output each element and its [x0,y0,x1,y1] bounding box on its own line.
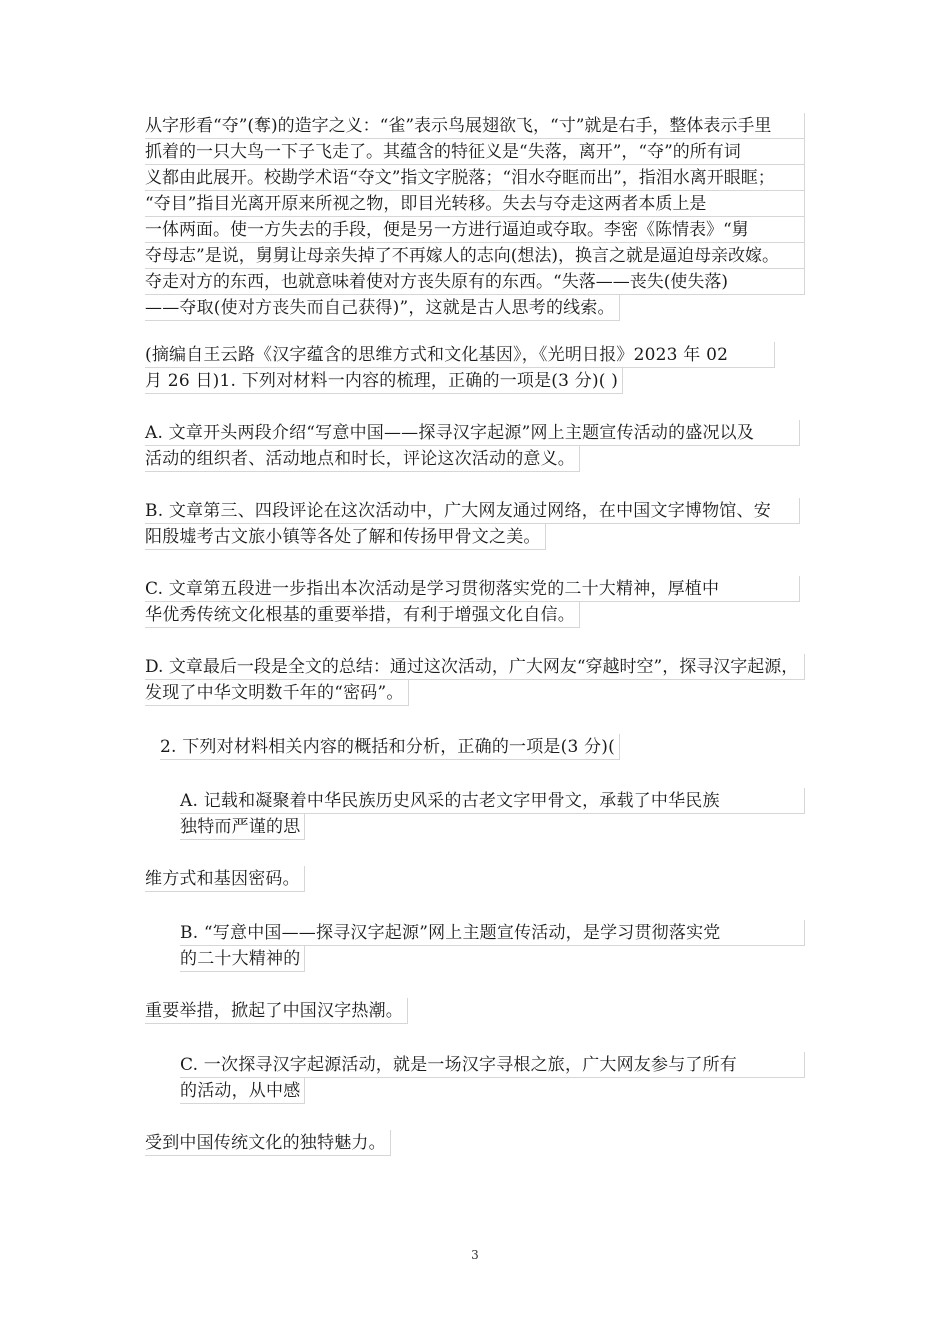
question-stem-line: 2. 下列对材料相关内容的概括和分析，正确的一项是(3 分)( [160,734,620,760]
option-line: 阳殷墟考古文旅小镇等各处了解和传扬甲骨文之美。 [145,524,546,550]
question-2-option-c-continued [145,1130,810,1156]
question-2-option-a-continued [145,866,810,892]
option-line: 发现了中华文明数千年的“密码”。 [145,680,409,706]
passage-paragraph [145,113,810,321]
option-line: A. 文章开头两段介绍“写意中国——探寻汉字起源”网上主题宣传活动的盛况以及 [145,420,800,446]
passage-line: 抓着的一只大鸟一下子飞走了。其蕴含的特征义是“失落，离开”，“夺”的所有词 [145,139,805,165]
source-citation [145,342,810,394]
passage-line: 夺母志”是说，舅舅让母亲失掉了不再嫁人的志向(想法)，换言之就是逼迫母亲改嫁。 [145,243,805,269]
question-2-option-b-continued [145,998,810,1024]
option-line: 维方式和基因密码。 [145,866,305,892]
passage-line: “夺目”指目光离开原来所视之物，即目光转移。失去与夺走这两者本质上是 [145,191,805,217]
option-line: 的二十大精神的 [180,946,305,972]
question-2-option-a [180,788,810,840]
option-line: D. 文章最后一段是全文的总结：通过这次活动，广大网友“穿越时空”，探寻汉字起源， [145,654,805,680]
question-1-option-a [145,420,810,472]
option-line: 华优秀传统文化根基的重要举措，有利于增强文化自信。 [145,602,580,628]
citation-line: (摘编自王云路《汉字蕴含的思维方式和文化基因》，《光明日报》2023 年 02 [145,342,775,368]
question-2-stem [160,734,810,760]
question-2-option-b [180,920,810,972]
option-line: 独特而严谨的思 [180,814,305,840]
option-line: C. 文章第五段进一步指出本次活动是学习贯彻落实党的二十大精神，厚植中 [145,576,800,602]
passage-line: 义都由此展开。校勘学术语“夺文”指文字脱落；“泪水夺眶而出”，指泪水离开眼眶； [145,165,805,191]
question-2-option-c [180,1052,810,1104]
question-1-stem: 月 26 日)1. 下列对材料一内容的梳理，正确的一项是(3 分)( ) [145,368,623,394]
passage-line: 从字形看“夺”(奪)的造字之义：“雀”表示鸟展翅欲飞，“寸”就是右手，整体表示手里 [145,113,805,139]
option-line: B. “写意中国——探寻汉字起源”网上主题宣传活动，是学习贯彻落实党 [180,920,805,946]
option-line: B. 文章第三、四段评论在这次活动中，广大网友通过网络，在中国文字博物馆、安 [145,498,800,524]
question-1-option-d [145,654,810,706]
passage-line: 夺走对方的东西，也就意味着使对方丧失原有的东西。“失落——丧失(使失落) [145,269,805,295]
passage-line: 一体两面。使一方失去的手段，便是另一方进行逼迫或夺取。李密《陈情表》“舅 [145,217,805,243]
page-number: 3 [471,1248,479,1262]
passage-line: ——夺取(使对方丧失而自己获得)”，这就是古人思考的线索。 [145,295,620,321]
option-line: C. 一次探寻汉字起源活动，就是一场汉字寻根之旅，广大网友参与了所有 [180,1052,805,1078]
option-line: A. 记载和凝聚着中华民族历史风采的古老文字甲骨文，承载了中华民族 [180,788,805,814]
option-line: 的活动，从中感 [180,1078,305,1104]
option-line: 活动的组织者、活动地点和时长，评论这次活动的意义。 [145,446,580,472]
option-line: 重要举措，掀起了中国汉字热潮。 [145,998,408,1024]
question-1-option-c [145,576,810,628]
option-line: 受到中国传统文化的独特魅力。 [145,1130,391,1156]
question-1-option-b [145,498,810,550]
